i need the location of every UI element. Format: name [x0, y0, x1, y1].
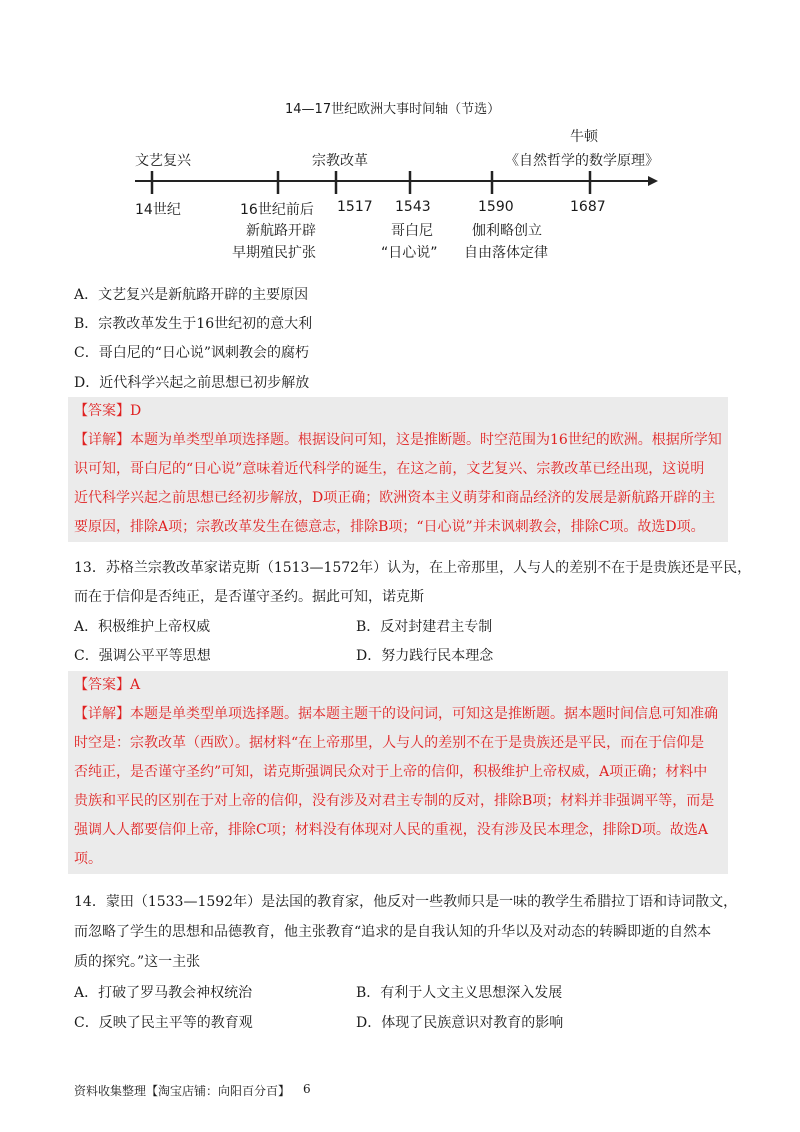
event-principia: 《自然哲学的数学原理》 — [505, 153, 659, 169]
q14-stem-line: 14．蒙田（1533—1592年）是法国的教育家，他反对一些教师只是一味的教学生希腊拉丁语和诗词散文， — [74, 894, 738, 910]
q12-answer: 【答案】D — [74, 403, 142, 419]
event-colonial: 早期殖民扩张 — [232, 245, 316, 261]
q13-stem-line: 13．苏格兰宗教改革家诺克斯（1513—1572年）认为，在上帝那里，人与人的差别不在于是贵族还是平民， — [74, 560, 752, 576]
q14-option-d: D．体现了民族意识对教育的影响 — [356, 1015, 564, 1031]
event-newton: 牛顿 — [570, 129, 598, 145]
event-reformation: 宗教改革 — [312, 153, 368, 169]
tick-label-1517: 1517 — [337, 199, 373, 215]
event-renaissance: 文艺复兴 — [135, 153, 191, 169]
q13-option-b: B．反对封建君主专制 — [356, 619, 493, 635]
q13-analysis-line: 时空是：宗教改革（西欧）。据材料“在上帝那里，人与人的差别不在于是贵族还是平民，而在于信仰是 — [74, 735, 705, 751]
q13-analysis-line: 【详解】本题是单类型单项选择题。据本题主题干的设问词，可知这是推断题。据本题时间信息可知准确 — [74, 706, 718, 722]
q12-option-b: B．宗教改革发生于16世纪初的意大利 — [74, 316, 313, 332]
q13-option-a: A．积极维护上帝权威 — [74, 619, 211, 635]
q12-option-d: D．近代科学兴起之前思想已初步解放 — [74, 375, 310, 391]
tick-label-1687: 1687 — [570, 199, 606, 215]
q13-answer-block — [68, 671, 728, 874]
q14-option-a: A．打破了罗马教会神权统治 — [74, 985, 253, 1001]
event-free-fall: 自由落体定律 — [464, 245, 548, 261]
q12-option-c: C．哥白尼的“日心说”讽刺教会的腐朽 — [74, 345, 310, 361]
q13-analysis-line: 贵族和平民的区别在于对上帝的信仰，没有涉及对君主专制的反对，排除B项；材料并非强调平等，而是 — [74, 793, 715, 809]
q12-option-a: A．文艺复兴是新航路开辟的主要原因 — [74, 287, 309, 303]
q14-option-c: C．反映了民主平等的教育观 — [74, 1015, 253, 1031]
q13-analysis-line: 项。 — [74, 851, 102, 867]
q13-option-d: D．努力践行民本理念 — [356, 648, 494, 664]
q14-option-b: B．有利于人文主义思想深入发展 — [356, 985, 563, 1001]
q12-analysis-line: 近代科学兴起之前思想已经初步解放，D项正确；欧洲资本主义萌芽和商品经济的发展是新航路开辟的主 — [74, 490, 716, 506]
event-galileo: 伽利略创立 — [472, 223, 542, 239]
tick-label-14c: 14世纪 — [135, 202, 181, 218]
timeline-caption: 14—17世纪欧洲大事时间轴（节选） — [285, 102, 501, 117]
event-new-routes: 新航路开辟 — [246, 223, 316, 239]
event-copernicus: 哥白尼 — [391, 223, 433, 239]
q12-answer-block — [68, 397, 728, 542]
q12-analysis-line: 识可知，哥白尼的“日心说”意味着近代科学的诞生，在这之前，文艺复兴、宗教改革已经出现，这说明 — [74, 461, 705, 477]
q13-analysis-line: 强调人人都要信仰上帝，排除C项；材料没有体现对人民的重视，没有涉及民本理念，排除D项。故选A — [74, 822, 709, 838]
q13-stem-line: 而在于信仰是否纯正，是否谨守圣约。据此可知，诺克斯 — [74, 589, 424, 605]
tick-label-1590: 1590 — [478, 199, 514, 215]
q13-answer: 【答案】A — [74, 677, 141, 693]
event-heliocentric: “日心说” — [381, 245, 438, 261]
q12-analysis-line: 要原因，排除A项；宗教改革发生在德意志，排除B项；“日心说”并未讽刺教会，排除C项。故选D项。 — [74, 519, 705, 535]
page-number: 6 — [303, 1082, 311, 1096]
tick-label-16c: 16世纪前后 — [240, 202, 314, 218]
q14-stem-line: 而忽略了学生的思想和品德教育，他主张教育“追求的是自我认知的升华以及对动态的转瞬即逝的自然本 — [74, 924, 712, 940]
tick-label-1543: 1543 — [395, 199, 431, 215]
q14-stem-line: 质的探究。”这一主张 — [74, 954, 201, 970]
q13-option-c: C．强调公平平等思想 — [74, 648, 211, 664]
page-footer-source: 资料收集整理【淘宝店铺：向阳百分百】 — [74, 1084, 291, 1098]
q13-analysis-line: 否纯正，是否谨守圣约”可知，诺克斯强调民众对于上帝的信仰，积极维护上帝权威，A项正确；材料中 — [74, 764, 708, 780]
q12-analysis-line: 【详解】本题为单类型单项选择题。根据设问可知，这是推断题。时空范围为16世纪的欧洲。根据所学知 — [74, 432, 722, 448]
